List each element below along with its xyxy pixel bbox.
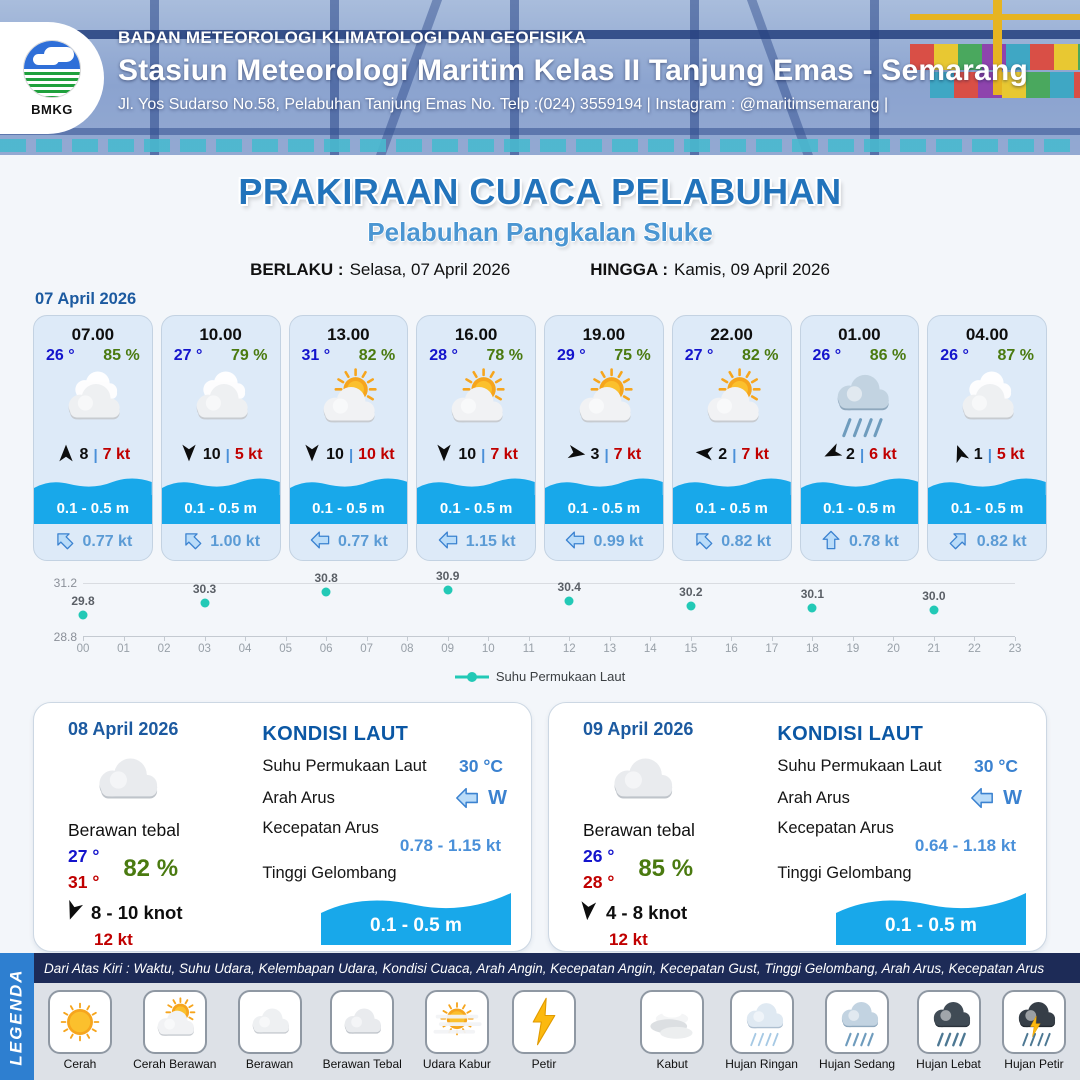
wind-speed: 10 bbox=[458, 446, 477, 463]
wave-height-graphic bbox=[321, 885, 511, 945]
gust-speed: 7 kt bbox=[613, 446, 642, 463]
station-address: Jl. Yos Sudarso No.58, Pelabuhan Tanjung Emas No. Telp :(024) 3559194 | Instagram : @maritimsemarang | bbox=[118, 96, 889, 113]
weather-icon-berawan bbox=[162, 365, 280, 441]
header-banner bbox=[0, 0, 1080, 155]
temperature-max: 28 ° bbox=[583, 872, 615, 893]
air-temperature: 27 ° bbox=[684, 347, 714, 364]
bmkg-logo-icon bbox=[23, 40, 81, 98]
x-axis-label: 01 bbox=[117, 643, 130, 655]
temperature-min: 27 ° bbox=[68, 846, 100, 866]
data-point bbox=[200, 599, 209, 608]
current-speed: 0.82 kt bbox=[976, 533, 1027, 550]
legend-item-label: Hujan Sedang bbox=[819, 1057, 896, 1071]
legend-item bbox=[48, 990, 112, 1080]
x-axis-label: 10 bbox=[481, 643, 495, 655]
humidity: 87 % bbox=[997, 347, 1034, 364]
x-axis-label: 23 bbox=[1008, 643, 1022, 655]
weather-icon-berawan-tebal bbox=[84, 740, 254, 820]
wave-height-band bbox=[162, 473, 280, 524]
legend-description: Dari Atas Kiri : Waktu, Suhu Udara, Kelembapan Udara, Kondisi Cuaca, Arah Angin, Kecepatan Angin, Kecepatan Gust, Tinggi Gelombang, Arah Arus, Kecepatan Arus bbox=[34, 953, 1080, 983]
data-point bbox=[686, 601, 695, 610]
gust-speed: 10 kt bbox=[358, 446, 395, 463]
wind-range: 8 - 10 knot bbox=[91, 902, 183, 923]
data-point-label: 30.0 bbox=[922, 589, 946, 603]
data-point-label: 30.2 bbox=[679, 584, 703, 599]
port-name: Pelabuhan Pangkalan Sluke bbox=[367, 217, 713, 247]
humidity: 79 % bbox=[231, 347, 268, 364]
x-axis-label: 16 bbox=[724, 643, 738, 655]
sst-label: Suhu Permukaan Laut bbox=[262, 757, 427, 775]
forecast-card bbox=[416, 315, 536, 561]
forecast-time: 07.00 bbox=[71, 325, 115, 344]
legend-weather-icon-cerah bbox=[48, 990, 112, 1054]
current-direction-label: Arah Arus bbox=[262, 788, 335, 807]
legend-section bbox=[0, 953, 1080, 1080]
weather-icon-cerah-berawan bbox=[290, 365, 408, 441]
axis-tick bbox=[367, 637, 368, 641]
wind-direction-icon bbox=[302, 443, 322, 468]
station-name: Stasiun Meteorologi Maritim Kelas II Tanjung Emas - Semarang bbox=[118, 54, 1028, 87]
forecast-date: 07 April 2026 bbox=[35, 290, 137, 308]
valid-to-label: HINGGA : bbox=[590, 260, 668, 279]
forecast-time: 01.00 bbox=[838, 325, 881, 344]
wave-height-band bbox=[417, 473, 535, 524]
wave-height-value: 0.1 - 0.5 m bbox=[885, 915, 977, 936]
humidity: 82 % bbox=[358, 347, 396, 364]
sst-chart-plot bbox=[71, 568, 1022, 655]
current-direction-label: Arah Arus bbox=[777, 788, 850, 807]
x-axis-label: 19 bbox=[846, 643, 860, 655]
axis-tick bbox=[974, 637, 975, 641]
valid-from-label: BERLAKU : bbox=[250, 260, 344, 279]
axis-tick bbox=[934, 637, 935, 641]
axis-tick bbox=[164, 637, 165, 641]
x-axis-label: 13 bbox=[603, 643, 617, 655]
x-axis-label: 14 bbox=[643, 643, 657, 655]
chart-legend-label: Suhu Permukaan Laut bbox=[495, 669, 626, 684]
axis-tick bbox=[407, 637, 408, 641]
legend-item-label: Hujan Lebat bbox=[916, 1057, 981, 1071]
forecast-time: 04.00 bbox=[965, 325, 1009, 344]
daily-date: 09 April 2026 bbox=[583, 719, 694, 739]
current-direction-icon bbox=[564, 529, 586, 556]
data-point bbox=[929, 606, 938, 615]
gridline bbox=[83, 583, 1015, 584]
humidity: 86 % bbox=[869, 347, 907, 364]
legend-gap bbox=[597, 990, 619, 1080]
weather-icon-berawan-tebal bbox=[599, 740, 769, 820]
legend-item-label: Cerah Berawan bbox=[133, 1057, 217, 1071]
wind-speed: 2 bbox=[846, 446, 855, 463]
separator: | bbox=[987, 446, 992, 464]
gust-speed: 12 kt bbox=[609, 929, 648, 949]
forecast-card bbox=[161, 315, 281, 561]
wave-height-band bbox=[34, 473, 152, 524]
current-direction-icon bbox=[53, 529, 75, 556]
sst-chart bbox=[35, 568, 1045, 655]
current-direction-icon bbox=[948, 529, 970, 556]
x-axis-label: 08 bbox=[400, 643, 414, 655]
axis-tick bbox=[245, 637, 246, 641]
current-direction-icon bbox=[820, 529, 842, 556]
legend-item bbox=[725, 990, 798, 1080]
daily-forecast-card bbox=[33, 702, 532, 952]
axis-tick bbox=[569, 637, 570, 641]
x-axis-label: 12 bbox=[562, 643, 576, 655]
y-axis-label: 31.2 bbox=[53, 576, 77, 590]
crane-illustration bbox=[910, 14, 1080, 20]
wind-direction-icon bbox=[567, 443, 587, 468]
gust-speed: 5 kt bbox=[996, 446, 1025, 463]
legend-item-label: Petir bbox=[531, 1057, 557, 1071]
legend-item-label: Berawan Tebal bbox=[322, 1057, 402, 1071]
axis-tick bbox=[893, 637, 894, 641]
x-axis-label: 03 bbox=[198, 643, 211, 655]
data-point-label: 29.8 bbox=[71, 593, 95, 608]
humidity: 78 % bbox=[486, 347, 523, 364]
axis-tick bbox=[610, 637, 611, 641]
humidity: 75 % bbox=[614, 347, 651, 364]
legend-item bbox=[512, 990, 576, 1080]
data-point-label: 30.8 bbox=[314, 571, 338, 585]
gust-speed: 5 kt bbox=[234, 446, 263, 463]
air-temperature: 31 ° bbox=[301, 347, 331, 364]
separator: | bbox=[348, 446, 354, 464]
forecast-card bbox=[927, 315, 1047, 561]
x-axis-label: 20 bbox=[887, 643, 900, 655]
condition-label: Berawan tebal bbox=[583, 820, 695, 840]
current-speed-label: Kecepatan Arus bbox=[262, 819, 379, 837]
wave-height: 0.1 - 0.5 m bbox=[34, 495, 152, 524]
legend-item-label: Cerah bbox=[63, 1057, 97, 1071]
condition-label: Berawan tebal bbox=[68, 820, 180, 840]
weather-icon-hujan-sedang bbox=[801, 365, 919, 441]
x-axis-label: 22 bbox=[968, 643, 981, 655]
sst-label: Suhu Permukaan Laut bbox=[777, 757, 942, 775]
wind-speed: 8 bbox=[79, 446, 89, 463]
daily-date: 08 April 2026 bbox=[68, 719, 179, 739]
legend-weather-icon-cerah-berawan bbox=[143, 990, 207, 1054]
x-axis-label: 21 bbox=[927, 643, 941, 655]
wind-direction-icon bbox=[179, 443, 199, 468]
separator: | bbox=[93, 446, 98, 464]
data-point bbox=[443, 585, 452, 594]
wave-height-label: Tinggi Gelombang bbox=[262, 864, 397, 882]
sea-conditions-title: KONDISI LAUT bbox=[262, 723, 409, 745]
air-temperature: 27 ° bbox=[173, 347, 203, 364]
forecast-card bbox=[33, 315, 153, 561]
wind-speed: 10 bbox=[326, 446, 344, 463]
chart-legend bbox=[0, 669, 1080, 684]
x-axis-label: 07 bbox=[360, 643, 373, 655]
axis-tick bbox=[731, 637, 732, 641]
legend-item bbox=[323, 990, 402, 1080]
x-axis-label: 05 bbox=[279, 643, 293, 655]
wind-direction-icon bbox=[62, 900, 84, 927]
legend-weather-icon-hujan-lebat bbox=[917, 990, 981, 1054]
legend-item-label: Hujan Petir bbox=[1004, 1057, 1064, 1071]
legend-weather-icon-berawan bbox=[238, 990, 302, 1054]
wave-height-graphic bbox=[836, 885, 1026, 945]
legend-item bbox=[133, 990, 216, 1080]
legend-item bbox=[423, 990, 491, 1080]
separator: | bbox=[604, 446, 609, 464]
x-axis-label: 17 bbox=[765, 643, 779, 655]
forecast-card bbox=[800, 315, 920, 561]
valid-to: HINGGA : Kamis, 09 April 2026 bbox=[590, 260, 830, 279]
wind-speed: 2 bbox=[718, 446, 728, 463]
current-speed: 0.77 kt bbox=[337, 533, 388, 550]
forecast-card bbox=[544, 315, 664, 561]
legend-weather-icon-udara-kabur bbox=[425, 990, 489, 1054]
legend-weather-icon-hujan-sedang bbox=[825, 990, 889, 1054]
current-direction-icon bbox=[181, 529, 203, 556]
wave-height: 0.1 - 0.5 m bbox=[417, 495, 535, 524]
wind-speed: 3 bbox=[590, 446, 600, 463]
legend-item-label: Kabut bbox=[656, 1057, 688, 1071]
legend-title: LEGENDA bbox=[7, 967, 26, 1066]
axis-tick bbox=[853, 637, 854, 641]
sea-conditions-title: KONDISI LAUT bbox=[777, 723, 924, 745]
axis-tick bbox=[326, 637, 327, 641]
data-point-label: 30.4 bbox=[557, 580, 581, 594]
window-beam-horizontal bbox=[0, 128, 1080, 135]
bmkg-logo bbox=[0, 22, 104, 134]
wind-direction-icon bbox=[577, 900, 599, 927]
weather-icon-cerah-berawan bbox=[545, 365, 663, 441]
data-point-label: 30.3 bbox=[192, 582, 217, 597]
agency-name: BADAN METEOROLOGI KLIMATOLOGI DAN GEOFISIKA bbox=[118, 28, 587, 47]
air-temperature: 28 ° bbox=[429, 347, 458, 364]
current-speed: 0.77 kt bbox=[82, 533, 133, 550]
wind-range: 4 - 8 knot bbox=[606, 902, 688, 923]
gust-speed: 7 kt bbox=[490, 446, 518, 463]
current-direction-icon bbox=[692, 529, 714, 556]
wind-direction-icon bbox=[822, 443, 842, 468]
current-speed-value: 0.64 - 1.18 kt bbox=[914, 836, 1016, 855]
x-axis-label: 04 bbox=[238, 643, 252, 655]
x-axis-label: 00 bbox=[76, 643, 90, 655]
data-point-label: 30.9 bbox=[436, 568, 460, 583]
legend-item bbox=[819, 990, 895, 1080]
wave-height-band bbox=[545, 473, 663, 524]
gust-speed: 12 kt bbox=[94, 929, 133, 949]
gust-speed: 7 kt bbox=[741, 446, 769, 463]
x-axis-label: 15 bbox=[684, 643, 698, 655]
seats-illustration bbox=[0, 139, 1080, 152]
legend-item-label: Berawan bbox=[245, 1057, 294, 1071]
current-direction-icon bbox=[309, 529, 331, 556]
sst-value: 30 °C bbox=[459, 756, 503, 776]
x-axis-label: 18 bbox=[805, 643, 819, 655]
air-temperature: 26 ° bbox=[46, 347, 75, 364]
axis-tick bbox=[488, 637, 489, 641]
legend-title-bar bbox=[0, 953, 34, 1080]
data-point bbox=[808, 603, 817, 612]
weather-icon-cerah-berawan bbox=[417, 365, 535, 441]
y-axis-label: 28.8 bbox=[53, 630, 77, 644]
gust-speed: 7 kt bbox=[102, 446, 131, 463]
wave-height: 0.1 - 0.5 m bbox=[801, 495, 919, 524]
legend-weather-icon-petir bbox=[512, 990, 576, 1054]
wave-height-band bbox=[673, 473, 791, 524]
gust-speed: 6 kt bbox=[869, 446, 897, 463]
legend-weather-icon-kabut bbox=[640, 990, 704, 1054]
wind-direction-icon bbox=[434, 443, 454, 468]
x-axis-label: 02 bbox=[157, 643, 171, 655]
axis-tick bbox=[650, 637, 651, 641]
wave-height-band bbox=[928, 473, 1046, 524]
separator: | bbox=[859, 446, 865, 464]
page-title: PRAKIRAAN CUACA PELABUHAN bbox=[238, 171, 842, 212]
current-direction-value: W bbox=[969, 785, 1026, 811]
separator: | bbox=[732, 446, 737, 464]
wave-height-value: 0.1 - 0.5 m bbox=[370, 915, 462, 936]
current-speed: 1.00 kt bbox=[210, 533, 261, 550]
legend-weather-icon-berawan-tebal bbox=[330, 990, 394, 1054]
wave-height: 0.1 - 0.5 m bbox=[928, 495, 1046, 524]
legend-item bbox=[640, 990, 704, 1080]
forecast-time: 22.00 bbox=[710, 325, 753, 344]
current-direction-value: W bbox=[454, 785, 511, 811]
sst-value: 30 °C bbox=[974, 756, 1018, 776]
axis-tick bbox=[772, 637, 773, 641]
bmkg-logo-text: BMKG bbox=[31, 101, 73, 117]
legend-item bbox=[1002, 990, 1066, 1080]
daily-forecast-card bbox=[548, 702, 1047, 952]
data-point bbox=[565, 597, 574, 606]
axis-tick bbox=[691, 637, 692, 641]
legend-item-label: Hujan Ringan bbox=[725, 1057, 798, 1071]
wave-height: 0.1 - 0.5 m bbox=[545, 495, 663, 524]
wave-height-band bbox=[290, 473, 408, 524]
wind-speed: 1 bbox=[973, 446, 983, 463]
wave-height-band bbox=[801, 473, 919, 524]
forecast-time: 19.00 bbox=[582, 325, 626, 344]
humidity: 85 % bbox=[103, 347, 140, 364]
axis-tick bbox=[812, 637, 813, 641]
wind-direction-icon bbox=[950, 443, 970, 468]
current-direction-icon bbox=[437, 529, 459, 556]
axis-tick bbox=[124, 637, 125, 641]
axis-tick bbox=[286, 637, 287, 641]
legend-item bbox=[916, 990, 981, 1080]
legend-item bbox=[238, 990, 302, 1080]
separator: | bbox=[225, 446, 230, 464]
air-temperature: 26 ° bbox=[940, 347, 969, 364]
humidity: 85 % bbox=[638, 855, 694, 883]
air-temperature: 26 ° bbox=[812, 347, 842, 364]
legend-weather-icon-hujan-ringan bbox=[730, 990, 794, 1054]
data-point-label: 30.1 bbox=[800, 586, 825, 601]
legend-marker-icon bbox=[455, 671, 489, 683]
humidity: 82 % bbox=[123, 855, 179, 883]
current-speed: 0.78 kt bbox=[848, 533, 899, 550]
wave-height: 0.1 - 0.5 m bbox=[290, 495, 408, 524]
x-axis-label: 06 bbox=[319, 643, 333, 655]
forecast-time: 10.00 bbox=[199, 325, 242, 344]
legend-item-label: Udara Kabur bbox=[422, 1057, 491, 1071]
forecast-time: 13.00 bbox=[327, 325, 370, 344]
wind-direction-icon bbox=[56, 443, 76, 468]
wind-direction-icon bbox=[694, 443, 714, 468]
axis-tick bbox=[83, 637, 84, 641]
current-speed: 0.99 kt bbox=[593, 533, 644, 550]
data-point bbox=[322, 588, 331, 597]
legend-icons-row bbox=[34, 983, 1080, 1080]
hourly-forecast-row bbox=[33, 315, 1047, 561]
wave-height-label: Tinggi Gelombang bbox=[777, 864, 912, 882]
temperature-min: 26 ° bbox=[583, 846, 615, 866]
legend-weather-icon-hujan-petir bbox=[1002, 990, 1066, 1054]
valid-from: BERLAKU : Selasa, 07 April 2026 bbox=[250, 260, 511, 279]
daily-forecast-row bbox=[33, 702, 1047, 952]
current-speed-value: 0.78 - 1.15 kt bbox=[399, 836, 501, 855]
x-axis-label: 11 bbox=[522, 643, 535, 655]
temperature-max: 31 ° bbox=[68, 872, 100, 893]
forecast-time: 16.00 bbox=[454, 325, 498, 344]
x-axis-label: 09 bbox=[441, 643, 455, 655]
wave-height: 0.1 - 0.5 m bbox=[162, 495, 280, 524]
forecast-card bbox=[289, 315, 409, 561]
data-point bbox=[79, 610, 88, 619]
current-speed: 1.15 kt bbox=[465, 533, 516, 550]
wind-speed: 10 bbox=[202, 446, 221, 463]
weather-icon-berawan bbox=[928, 365, 1046, 441]
separator: | bbox=[481, 446, 486, 464]
air-temperature: 29 ° bbox=[557, 347, 586, 364]
wave-height: 0.1 - 0.5 m bbox=[673, 495, 791, 524]
axis-tick bbox=[529, 637, 530, 641]
forecast-card bbox=[672, 315, 792, 561]
humidity: 82 % bbox=[742, 347, 779, 364]
weather-icon-berawan bbox=[34, 365, 152, 441]
axis-tick bbox=[205, 637, 206, 641]
axis-tick bbox=[1015, 637, 1016, 641]
weather-icon-cerah-berawan bbox=[673, 365, 791, 441]
axis-tick bbox=[448, 637, 449, 641]
current-speed-label: Kecepatan Arus bbox=[777, 819, 894, 837]
current-speed: 0.82 kt bbox=[721, 533, 772, 550]
